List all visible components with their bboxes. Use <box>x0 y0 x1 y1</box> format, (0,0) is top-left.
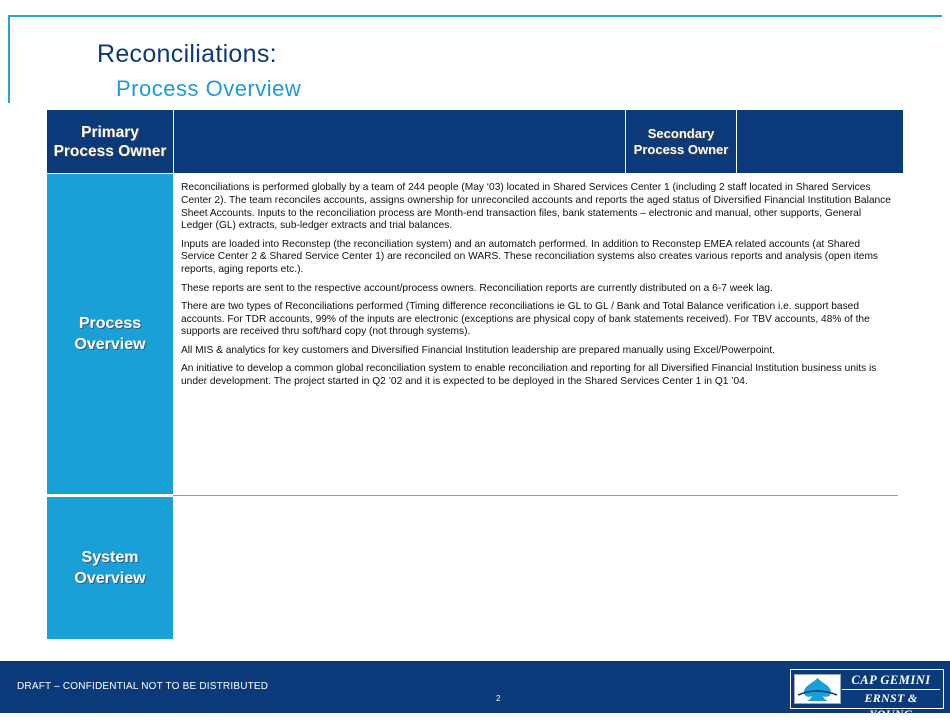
frame-top-line <box>8 15 942 17</box>
company-logo <box>790 669 944 721</box>
logo-mark-box <box>794 674 841 704</box>
process-paragraph: Inputs are loaded into Reconstep (the reconciliation system) and an automatch performed. In addition to Reconstep EMEA related accounts (at Shared Service Center 2 & Shared Service Center 1) are reconciled on WARS. These reconciliation systems also creates various reports and analysis (open items reports, aging reports etc.). <box>181 238 879 276</box>
logo-line1: CAP GEMINI <box>851 673 931 687</box>
frame-left-line <box>8 15 10 103</box>
process-paragraph: An initiative to develop a common global reconciliation system to enable reconciliation and reporting for all Diversified Financial Institution business units is under development. The project started in Q2 ’02 and it is expected to be deployed in the Shared Services Center 1 in Q1 ’04. <box>181 363 877 387</box>
primary-owner-label-line1: Primary <box>81 123 139 141</box>
primary-owner-value <box>174 110 625 173</box>
logo-line2: ERNST & YOUNG <box>842 689 940 722</box>
process-paragraph: There are two types of Reconciliations performed (Timing difference reconciliations ie GL to GL / Bank and Total Balance verification i.e. support based accounts. For TDR accounts, 99% of the inputs are electronic (exceptions are physical copy of bank statements received). For TBV accounts, 48% of the supports are received thru soft/hard copy (not through systems). <box>181 300 870 338</box>
process-paragraph: Reconciliations is performed globally by a team of 244 people (May ‘03) located in Shared Services Center 1 (including 2 staff located in Shared Services Center 2). The team reconciles accounts, assigns ownership for unreconciled accounts and reports the aged status of Diversified Financial Institution Balance Sheet Accounts. Inputs to the reconciliation process are Month-end transaction files, bank statements – electronic and manual, other supports, General Ledger (GL) extracts, sub-ledger extracts and trial balances. <box>181 182 891 232</box>
secondary-owner-value <box>737 110 903 173</box>
process-overview-label-line2: Overview <box>74 336 146 353</box>
section-divider <box>173 495 898 496</box>
secondary-owner-label-line1: Secondary <box>647 125 715 141</box>
header-divider-3 <box>736 110 737 173</box>
page-number: 2 <box>496 694 501 703</box>
page-title: Reconciliations: <box>97 40 277 68</box>
header-divider-2 <box>625 110 626 173</box>
primary-owner-label <box>47 110 173 173</box>
secondary-owner-label <box>626 110 736 173</box>
process-overview-label-line1: Process <box>78 315 142 332</box>
process-paragraph: All MIS & analytics for key customers and Diversified Financial Institution leadership are prepared manually using Excel/Powerpoint. <box>181 344 775 356</box>
process-paragraph: These reports are sent to the respective account/process owners. Reconciliation reports are currently distributed on a 6-7 week lag. <box>181 282 773 294</box>
primary-owner-label-line2: Process Owner <box>53 142 167 160</box>
process-overview-label <box>47 174 173 494</box>
system-overview-label <box>47 497 173 639</box>
process-overview-text <box>181 182 891 394</box>
logo-wordmark <box>842 670 940 722</box>
system-overview-label-line2: Overview <box>74 570 146 587</box>
secondary-owner-label-line2: Process Owner <box>633 141 729 157</box>
header-divider-1 <box>173 110 174 173</box>
spade-icon <box>795 675 840 703</box>
owner-header-row <box>47 110 903 173</box>
confidential-notice: DRAFT – CONFIDENTIAL NOT TO BE DISTRIBUTED <box>17 681 269 692</box>
page-subtitle: Process Overview <box>116 76 302 101</box>
system-overview-label-line1: System <box>81 549 139 566</box>
